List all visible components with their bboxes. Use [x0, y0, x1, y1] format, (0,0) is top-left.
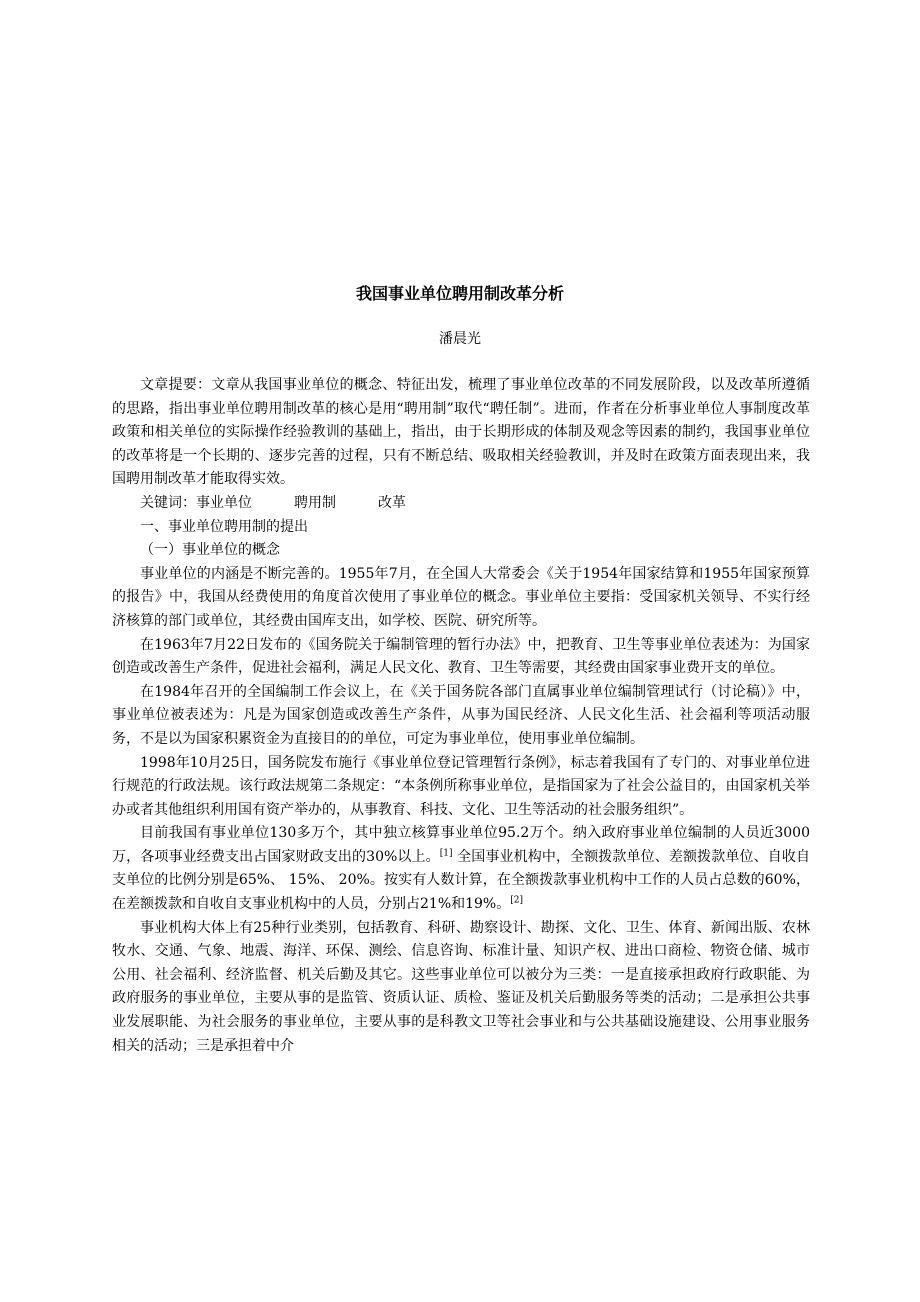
section-heading: 一、事业单位聘用制的提出 [140, 518, 308, 535]
keyword-item: 事业单位 [196, 494, 252, 511]
body-paragraph: 在1984年召开的全国编制工作会议上，在《关于国务院各部门直属事业单位编制管理试行（讨论稿）》中，事业单位被表述为：凡是为国家创造或改善生产条件，从事为国民经济、人民文化生活、社会福利等项活动服务，不是以为国家积累资金为直接目的的单位，可定为事业单位，使用事业单位编制。 [112, 683, 810, 747]
body-paragraph: 事业单位的内涵是不断完善的。1955年7月，在全国人大常委会《关于1954年国家结算和1955年国家预算的报告》中，我国从经费使用的角度首次使用了事业单位的概念。事业单位主要指：受国家机关领导、不实行经济核算的部门或单位，其经费由国库支出，如学校、医院、研究所等。 [112, 565, 810, 629]
keywords-label: 关键词： [140, 494, 196, 511]
body-paragraph: 在1963年7月22日发布的《国务院关于编制管理的暂行办法》中，把教育、卫生等事业单位表述为：为国家创造或改善生产条件，促进社会福利，满足人民文化、教育、卫生等需要，其经费由国家事业费开支的单位。 [112, 636, 810, 677]
paragraph-text: 目前我国有事业单位130多万个，其中独立核算事业单位95.2万个。纳入政府事业单位编制的人员近3000万，各项事业经费支出占国家财政支出的30%以上。 [112, 825, 810, 865]
paper-title: 我国事业单位聘用制改革分析 [355, 284, 564, 303]
author-name: 潘晨光 [439, 331, 481, 347]
body-paragraph: 1998年10月25日，国务院发布施行《事业单位登记管理暂行条例》，标志着我国有了专门的、对事业单位进行规范的行政法规。该行政法规第二条规定：“本条例所称事业单位，是指国家为了社会公益目的，由国家机关举办或者其他组织利用国有资产举办的，从事教育、科技、文化、卫生等活动的社会服务组织”。 [112, 754, 810, 818]
keyword-item: 改革 [378, 494, 406, 511]
keyword-item: 聘用制 [294, 494, 336, 511]
keywords-line [112, 492, 810, 516]
paper-body [112, 374, 810, 1058]
subsection-heading: （一）事业单位的概念 [140, 542, 280, 559]
body-paragraph: 事业机构大体上有25种行业类别，包括教育、科研、勘察设计、勘探、文化、卫生、体育、新闻出版、农林牧水、交通、气象、地震、海洋、环保、测绘、信息咨询、标准计量、知识产权、进出口商检、物资仓储、城市公用、社会福利、经济监督、机关后勤及其它。这些事业单位可以被分为三类：一是直接承担政府行政职能、为政府服务的事业单位，主要从事的是监管、资质认证、质检、鉴证及机关后勤服务等类的活动；二是承担公共事业发展职能、为社会服务的事业单位，主要从事的是科教文卫等社会事业和与公共基础设施建设、公用事业服务相关的活动；三是承担着中介 [112, 919, 810, 1054]
abstract-paragraph: 文章提要：文章从我国事业单位的概念、特征出发，梳理了事业单位改革的不同发展阶段，以及改革所遵循的思路，指出事业单位聘用制改革的核心是用“聘用制”取代“聘任制”。进而，作者在分析事业单位人事制度改革政策和相关单位的实际操作经验教训的基础上，指出，由于长期形成的体制及观念等因素的制约，我国事业单位的改革将是一个长期的、逐步完善的过程，只有不断总结、吸取相关经验教训，并及时在政策方面表现出来，我国聘用制改革才能取得实效。 [112, 377, 810, 488]
paragraph-text: 全国事业机构中，全额拨款单位、差额拨款单位、自收自支单位的比例分别是65%、 15%、 20%。按实有人数计算，在全额拨款事业机构中工作的人员占总数的60%，在差额拨款和自收自支事业机构中的人员，分别占21%和19%。 [112, 848, 810, 913]
citation-ref-2: [2] [510, 895, 523, 906]
body-paragraph [112, 822, 810, 916]
citation-ref-1: [1] [439, 848, 453, 859]
